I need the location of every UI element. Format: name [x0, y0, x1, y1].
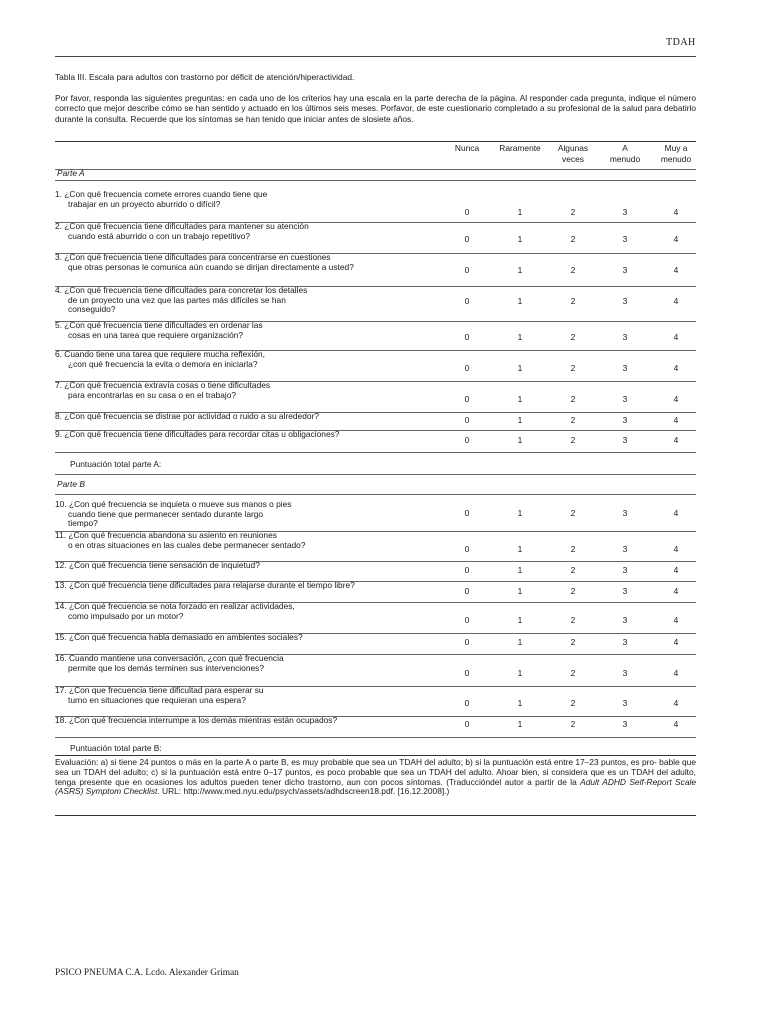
question-text	[55, 321, 263, 340]
score-option[interactable]: 1	[517, 719, 523, 729]
question-text	[55, 581, 355, 591]
score-option[interactable]: 3	[622, 615, 628, 625]
column-header	[646, 143, 706, 165]
score-option[interactable]: 0	[464, 296, 470, 306]
score-option[interactable]: 1	[517, 544, 523, 554]
score-option[interactable]: 4	[673, 234, 679, 244]
column-header-line: veces	[562, 154, 584, 164]
question-line: 7. ¿Con qué frecuencia extravía cosas o tiene dificultades	[55, 380, 271, 390]
score-option[interactable]: 0	[464, 415, 470, 425]
score-option[interactable]: 0	[464, 394, 470, 404]
score-option[interactable]: 2	[570, 565, 576, 575]
score-option[interactable]: 3	[622, 719, 628, 729]
question-text	[55, 686, 264, 705]
score-option[interactable]: 1	[517, 637, 523, 647]
question-line: 18. ¿Con qué frecuencia interrumpe a los demás mientras están ocupados?	[55, 715, 338, 725]
score-option[interactable]: 0	[464, 508, 470, 518]
score-option[interactable]: 2	[570, 508, 576, 518]
evaluation-url: . URL: http://www.med.nyu.edu/psych/assets/adhdscreen18.pdf. [16.12.2008].)	[157, 786, 450, 797]
question-line: o en otras situaciones en las cuales debe permanecer sentado?	[68, 539, 306, 550]
score-option[interactable]: 3	[622, 586, 628, 596]
score-option[interactable]: 2	[570, 668, 576, 678]
question-line: trabajar en un proyecto aburrido o difícil?	[68, 198, 221, 209]
score-option[interactable]: 3	[622, 363, 628, 373]
score-option[interactable]: 3	[622, 668, 628, 678]
score-option[interactable]: 0	[464, 332, 470, 342]
score-option[interactable]: 2	[570, 615, 576, 625]
score-option[interactable]: 2	[570, 586, 576, 596]
footer-credit: PSICO PNEUMA C.A. Lcdo. Alexander Griman	[55, 968, 239, 978]
score-option[interactable]: 0	[464, 544, 470, 554]
column-header	[490, 143, 550, 154]
score-option[interactable]: 1	[517, 234, 523, 244]
evaluation-bottom-rule	[55, 815, 696, 816]
score-option[interactable]: 2	[570, 435, 576, 445]
question-text	[55, 654, 284, 673]
score-option[interactable]: 0	[464, 207, 470, 217]
score-option[interactable]: 1	[517, 668, 523, 678]
table-top-rule	[55, 141, 696, 142]
question-line: conseguido?	[68, 304, 116, 315]
question-line: tiempo?	[68, 518, 98, 529]
score-option[interactable]: 2	[570, 637, 576, 647]
score-option[interactable]: 1	[517, 615, 523, 625]
header-tag: TDAH	[666, 37, 696, 48]
score-option[interactable]: 1	[517, 265, 523, 275]
score-option[interactable]: 4	[673, 637, 679, 647]
score-option[interactable]: 3	[622, 265, 628, 275]
question-line: 3. ¿Con qué frecuencia tiene dificultades para concentrarse en cuestiones	[55, 252, 331, 262]
header-rule	[55, 56, 696, 57]
part-b-rule-1	[55, 474, 696, 475]
question-text	[55, 561, 260, 571]
score-option[interactable]: 0	[464, 363, 470, 373]
header-rule-2	[55, 180, 696, 181]
question-text	[55, 716, 337, 726]
question-line: 16. Cuando mantiene una conversación, ¿con qué frecuencia	[55, 653, 284, 663]
score-option[interactable]: 3	[622, 565, 628, 575]
question-line: 10. ¿Con qué frecuencia se inquieta o mueve sus manos o pies	[55, 499, 292, 509]
question-text	[55, 531, 305, 550]
score-option[interactable]: 4	[673, 698, 679, 708]
column-header	[543, 143, 603, 165]
score-option[interactable]: 3	[622, 435, 628, 445]
row-divider	[55, 452, 696, 453]
question-line: 15. ¿Con qué frecuencia habla demasiado en ambientes sociales?	[55, 632, 303, 642]
question-line: permite que los demás terminen sus intervenciones?	[68, 662, 264, 673]
score-option[interactable]: 4	[673, 586, 679, 596]
score-option[interactable]: 4	[673, 615, 679, 625]
question-line: que otras personas le comunica aún cuando se dirijan directamente a usted?	[68, 261, 354, 272]
score-option[interactable]: 1	[517, 565, 523, 575]
question-line: 9. ¿Con qué frecuencia tiene dificultades para recordar citas u obligaciones?	[55, 429, 340, 439]
score-option[interactable]: 0	[464, 637, 470, 647]
evaluation-source-title: Adult ADHD Self-Report Scale (ASRS) Symptom Checklist	[55, 776, 697, 797]
question-text	[55, 350, 265, 369]
question-line: cuando tiene que permanecer sentado durante largo	[68, 508, 264, 519]
score-option[interactable]: 2	[570, 394, 576, 404]
question-text	[55, 500, 292, 529]
question-line: cosas en una tarea que requiere organización?	[68, 329, 244, 340]
intro-paragraph: Por favor, responda las siguientes preguntas: en cada uno de los criterios hay una escala en la parte derecha de la página. Al responder cada pregunta, indique el número correcto que mejor describe cómo se han sentido y actuado en los últimos seis meses. Porfavor, de este cuestionario completado a su profesional de la salud para debatirlo durante la consulta. Recuerde que los síntomas se han tenido que iniciar antes de slosiete años.	[55, 93, 696, 124]
score-option[interactable]: 3	[622, 234, 628, 244]
question-line: 8. ¿Con qué frecuencia se distrae por actividad o ruido a su alrededor?	[55, 411, 319, 421]
score-option[interactable]: 2	[570, 415, 576, 425]
score-option[interactable]: 1	[517, 394, 523, 404]
question-line: 6. Cuando tiene una tarea que requiere mucha reflexión,	[55, 349, 265, 359]
question-line: 5. ¿Con qué frecuencia tiene dificultades en ordenar las	[55, 320, 263, 330]
column-header-line: Muy a	[664, 143, 688, 153]
question-line: turno en situaciones que requieran una espera?	[68, 694, 246, 705]
score-option[interactable]: 3	[622, 698, 628, 708]
score-option[interactable]: 1	[517, 586, 523, 596]
score-option[interactable]: 4	[673, 544, 679, 554]
question-line: como impulsado por un motor?	[68, 610, 184, 621]
score-option[interactable]: 4	[673, 332, 679, 342]
score-option[interactable]: 3	[622, 637, 628, 647]
row-divider	[55, 737, 696, 738]
question-text	[55, 222, 309, 241]
score-option[interactable]: 1	[517, 415, 523, 425]
question-text	[55, 286, 307, 315]
question-line: 4. ¿Con qué frecuencia tiene dificultades para concretar los detalles	[55, 285, 308, 295]
part-a-label: Parte A	[57, 168, 85, 178]
score-option[interactable]: 1	[517, 332, 523, 342]
score-option[interactable]: 1	[517, 698, 523, 708]
score-option[interactable]: 3	[622, 508, 628, 518]
score-option[interactable]: 1	[517, 363, 523, 373]
score-option[interactable]: 2	[570, 265, 576, 275]
header-rule-1	[55, 169, 696, 170]
score-option[interactable]: 4	[673, 394, 679, 404]
question-line: 17. ¿Con que frecuencia tiene dificultad para esperar su	[55, 685, 264, 695]
question-line: de un proyecto una vez que las partes más difíciles se han	[68, 294, 286, 305]
question-text	[55, 253, 354, 272]
column-header	[437, 143, 497, 154]
score-option[interactable]: 3	[622, 207, 628, 217]
question-line: 14. ¿Con qué frecuencia se nota forzado en realizar actividades,	[55, 601, 295, 611]
score-option[interactable]: 2	[570, 207, 576, 217]
question-line: 1. ¿Con qué frecuencia comete errores cuando tiene que	[55, 189, 268, 199]
score-option[interactable]: 4	[673, 435, 679, 445]
evaluation-text: Evaluación: a) si tiene 24 puntos o más en la parte A o parte B, es muy probable que sea un TDAH del adulto; b) si la puntuación está entre 17–23 puntos, es pro- bable que sea un TDAH del adulto; c) si la puntuación está entre 0–17 puntos, es poco probable que sea un TDAH del adulto. Ahoar bien, si considera que es un TDAH del adulto, tenga presente que en ocasiones los adultos pueden tener dicho trastorno, aun con pocos síntomas. (Traduccióndel autor a partir de la	[55, 757, 696, 787]
question-line: 2. ¿Con qué frecuencia tiene dificultades para mantener su atención	[55, 221, 309, 231]
score-option[interactable]: 0	[464, 234, 470, 244]
score-option[interactable]: 4	[673, 565, 679, 575]
score-option[interactable]: 4	[673, 719, 679, 729]
column-header-line: A	[622, 143, 628, 153]
score-option[interactable]: 4	[673, 415, 679, 425]
column-header-line: menudo	[609, 154, 641, 164]
column-header-line: Raramente	[499, 143, 541, 153]
column-header-line: Nunca	[454, 143, 480, 153]
question-text	[55, 633, 303, 643]
score-option[interactable]: 1	[517, 508, 523, 518]
score-option[interactable]: 3	[622, 544, 628, 554]
score-option[interactable]: 1	[517, 207, 523, 217]
question-line: 11. ¿Con qué frecuencia abandona su asiento en reuniones	[55, 530, 277, 540]
question-text	[55, 381, 270, 400]
score-option[interactable]: 4	[673, 207, 679, 217]
score-option[interactable]: 0	[464, 615, 470, 625]
column-header-line: menudo	[660, 154, 692, 164]
question-text	[55, 430, 339, 440]
score-option[interactable]: 2	[570, 544, 576, 554]
table-title: Tabla III. Escala para adultos con trastorno por déficit de atención/hiperactividad.	[55, 72, 355, 82]
score-option[interactable]: 0	[464, 565, 470, 575]
score-option[interactable]: 4	[673, 265, 679, 275]
score-option[interactable]: 3	[622, 394, 628, 404]
question-text	[55, 190, 267, 209]
score-option[interactable]: 2	[570, 234, 576, 244]
score-option[interactable]: 3	[622, 415, 628, 425]
part-b-total-label: Puntuación total parte B:	[70, 743, 162, 753]
score-option[interactable]: 0	[464, 719, 470, 729]
score-option[interactable]: 4	[673, 296, 679, 306]
question-text	[55, 412, 319, 422]
score-option[interactable]: 0	[464, 435, 470, 445]
evaluation-note	[55, 758, 696, 797]
part-b-label: Parte B	[57, 479, 85, 489]
question-line: para encontrarlas en su casa o en el trabajo?	[68, 389, 237, 400]
part-b-rule-2	[55, 494, 696, 495]
question-line: 13. ¿Con qué frecuencia tiene dificultades para relajarse durante el tiempo libre?	[55, 580, 355, 590]
score-option[interactable]: 2	[570, 296, 576, 306]
score-option[interactable]: 2	[570, 363, 576, 373]
score-option[interactable]: 0	[464, 265, 470, 275]
score-option[interactable]: 0	[464, 668, 470, 678]
question-line: ¿con qué frecuencia la evita o demora en iniciarla?	[68, 358, 258, 369]
score-option[interactable]: 2	[570, 719, 576, 729]
part-a-total-label: Puntuación total parte A:	[70, 459, 162, 469]
score-option[interactable]: 4	[673, 508, 679, 518]
column-header-line: Algunas	[557, 143, 589, 153]
question-line: 12. ¿Con qué frecuencia tiene sensación de inquietud?	[55, 560, 260, 570]
score-option[interactable]: 4	[673, 668, 679, 678]
score-option[interactable]: 3	[622, 296, 628, 306]
score-option[interactable]: 1	[517, 296, 523, 306]
score-option[interactable]: 0	[464, 698, 470, 708]
score-option[interactable]: 0	[464, 586, 470, 596]
score-option[interactable]: 3	[622, 332, 628, 342]
score-option[interactable]: 2	[570, 332, 576, 342]
question-text	[55, 602, 295, 621]
score-option[interactable]: 4	[673, 363, 679, 373]
evaluation-top-rule	[55, 755, 696, 756]
score-option[interactable]: 1	[517, 435, 523, 445]
score-option[interactable]: 2	[570, 698, 576, 708]
question-line: cuando está aburrido o con un trabajo repetitivo?	[68, 230, 251, 241]
